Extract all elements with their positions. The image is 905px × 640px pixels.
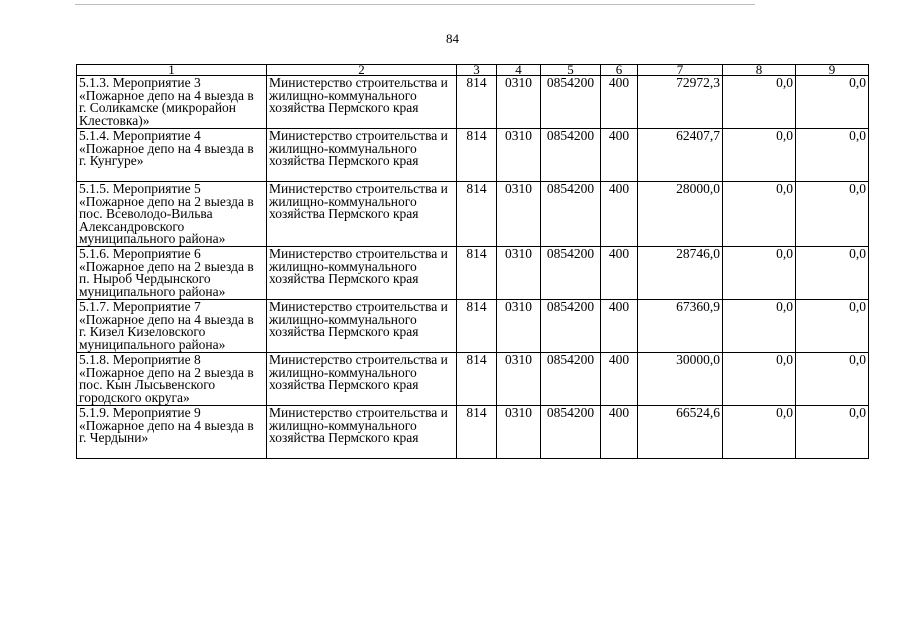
section-cell: 0310 [497, 247, 541, 300]
header-col-1: 1 [77, 65, 267, 76]
activity-cell: 5.1.4. Мероприятие 4 «Пожарное депо на 4 выезда в г. Кунгуре» [77, 129, 267, 182]
header-col-7: 7 [638, 65, 723, 76]
header-col-4: 4 [497, 65, 541, 76]
ministry-cell: Министерство строительства и жилищно-коммунального хозяйства Пермского края [267, 247, 457, 300]
amount-cell: 72972,3 [638, 76, 723, 129]
table-row [77, 353, 869, 406]
ministry-cell: Министерство строительства и жилищно-коммунального хозяйства Пермского края [267, 353, 457, 406]
amount-col9-cell: 0,0 [796, 247, 869, 300]
code-cell: 814 [457, 76, 497, 129]
amount-col8-cell: 0,0 [723, 300, 796, 353]
expense-type-cell: 400 [601, 129, 638, 182]
ministry-cell: Министерство строительства и жилищно-коммунального хозяйства Пермского края [267, 182, 457, 247]
expense-type-cell: 400 [601, 76, 638, 129]
code-cell: 814 [457, 406, 497, 459]
amount-cell: 66524,6 [638, 406, 723, 459]
target-article-cell: 0854200 [541, 300, 601, 353]
section-cell: 0310 [497, 129, 541, 182]
amount-col9-cell: 0,0 [796, 353, 869, 406]
table-row [77, 182, 869, 247]
amount-col9-cell: 0,0 [796, 300, 869, 353]
budget-table [76, 64, 869, 459]
target-article-cell: 0854200 [541, 182, 601, 247]
ministry-cell: Министерство строительства и жилищно-коммунального хозяйства Пермского края [267, 76, 457, 129]
amount-col8-cell: 0,0 [723, 129, 796, 182]
amount-col9-cell: 0,0 [796, 406, 869, 459]
code-cell: 814 [457, 182, 497, 247]
target-article-cell: 0854200 [541, 406, 601, 459]
activity-cell: 5.1.5. Мероприятие 5 «Пожарное депо на 2 выезда в пос. Всеволодо-Вильва Александровского муниципального района» [77, 182, 267, 247]
amount-col9-cell: 0,0 [796, 76, 869, 129]
table-row [77, 76, 869, 129]
amount-col8-cell: 0,0 [723, 247, 796, 300]
amount-col8-cell: 0,0 [723, 353, 796, 406]
expense-type-cell: 400 [601, 247, 638, 300]
amount-col9-cell: 0,0 [796, 182, 869, 247]
expense-type-cell: 400 [601, 406, 638, 459]
code-cell: 814 [457, 129, 497, 182]
amount-col8-cell: 0,0 [723, 406, 796, 459]
table-header-row [77, 65, 869, 76]
amount-cell: 28746,0 [638, 247, 723, 300]
table-row [77, 247, 869, 300]
target-article-cell: 0854200 [541, 129, 601, 182]
activity-cell: 5.1.7. Мероприятие 7 «Пожарное депо на 4 выезда в г. Кизел Кизеловского муниципального района» [77, 300, 267, 353]
amount-col8-cell: 0,0 [723, 182, 796, 247]
activity-cell: 5.1.3. Мероприятие 3 «Пожарное депо на 4 выезда в г. Соликамске (микрорайон Клестовка)» [77, 76, 267, 129]
code-cell: 814 [457, 353, 497, 406]
amount-col8-cell: 0,0 [723, 76, 796, 129]
activity-cell: 5.1.6. Мероприятие 6 «Пожарное депо на 2 выезда в п. Ныроб Чердынского муниципального района» [77, 247, 267, 300]
amount-cell: 30000,0 [638, 353, 723, 406]
amount-cell: 67360,9 [638, 300, 723, 353]
table-row [77, 406, 869, 459]
ministry-cell: Министерство строительства и жилищно-коммунального хозяйства Пермского края [267, 300, 457, 353]
table-row [77, 300, 869, 353]
header-col-2: 2 [267, 65, 457, 76]
page-number: 84 [446, 31, 459, 46]
amount-cell: 62407,7 [638, 129, 723, 182]
table-row [77, 129, 869, 182]
ministry-cell: Министерство строительства и жилищно-коммунального хозяйства Пермского края [267, 406, 457, 459]
expense-type-cell: 400 [601, 353, 638, 406]
section-cell: 0310 [497, 300, 541, 353]
header-col-3: 3 [457, 65, 497, 76]
header-col-5: 5 [541, 65, 601, 76]
header-col-6: 6 [601, 65, 638, 76]
activity-cell: 5.1.8. Мероприятие 8 «Пожарное депо на 2 выезда в пос. Кын Лысьвенского городского округа» [77, 353, 267, 406]
header-col-9: 9 [796, 65, 869, 76]
section-cell: 0310 [497, 76, 541, 129]
target-article-cell: 0854200 [541, 247, 601, 300]
ministry-cell: Министерство строительства и жилищно-коммунального хозяйства Пермского края [267, 129, 457, 182]
header-col-8: 8 [723, 65, 796, 76]
section-cell: 0310 [497, 182, 541, 247]
target-article-cell: 0854200 [541, 76, 601, 129]
section-cell: 0310 [497, 353, 541, 406]
target-article-cell: 0854200 [541, 353, 601, 406]
expense-type-cell: 400 [601, 182, 638, 247]
scan-edge-line [75, 4, 755, 5]
amount-cell: 28000,0 [638, 182, 723, 247]
expense-type-cell: 400 [601, 300, 638, 353]
activity-cell: 5.1.9. Мероприятие 9 «Пожарное депо на 4 выезда в г. Чердыни» [77, 406, 267, 459]
code-cell: 814 [457, 247, 497, 300]
amount-col9-cell: 0,0 [796, 129, 869, 182]
section-cell: 0310 [497, 406, 541, 459]
code-cell: 814 [457, 300, 497, 353]
